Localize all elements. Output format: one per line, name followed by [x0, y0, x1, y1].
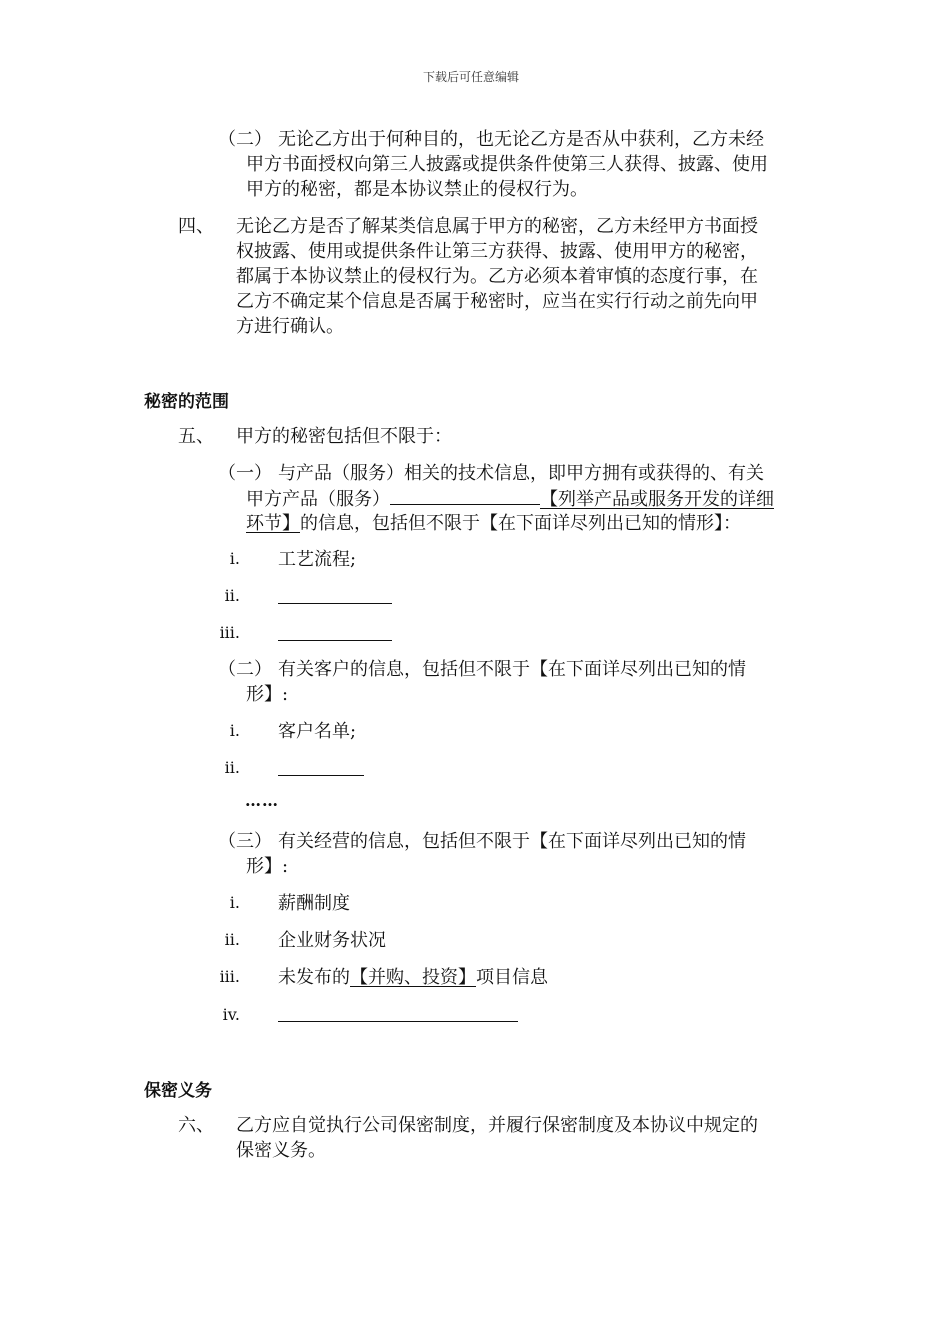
clause-2-2-line-3: 甲方的秘密，都是本协议禁止的侵权行为。	[246, 179, 588, 200]
section-heading-duty: 保密义务	[144, 1081, 212, 1101]
fill-in-blank[interactable]	[278, 622, 392, 641]
item-5-3-marker: （三）	[218, 831, 272, 852]
roman-numeral: i.	[229, 549, 240, 568]
clause-4-marker: 四、	[178, 216, 214, 237]
clause-2-2-line-2: 甲方书面授权向第三人披露或提供条件使第三人获得、披露、使用	[246, 154, 768, 175]
clause-6-line-1: 乙方应自觉执行公司保密制度，并履行保密制度及本协议中规定的	[236, 1115, 758, 1136]
clause-4-line-4: 乙方不确定某个信息是否属于秘密时，应当在实行行动之前先向甲	[236, 291, 758, 312]
item-5-1-line-2	[246, 486, 774, 512]
item-5-3-line-2: 形】:	[246, 856, 289, 877]
list-item-text: 企业财务状况	[278, 930, 386, 951]
fill-in-blank[interactable]	[278, 1003, 518, 1022]
clause-4-line-1: 无论乙方是否了解某类信息属于甲方的秘密，乙方未经甲方书面授	[236, 216, 758, 237]
bracket-placeholder: 【并购、投资】	[350, 967, 476, 988]
roman-numeral: iii.	[219, 967, 240, 986]
clause-5-text: 甲方的秘密包括但不限于：	[236, 426, 452, 447]
clause-5-marker: 五、	[178, 426, 214, 447]
fill-in-blank[interactable]	[278, 757, 364, 776]
clause-2-2-line-1: 无论乙方出于何种目的，也无论乙方是否从中获利，乙方未经	[278, 129, 764, 150]
item-5-1-line-2-prefix: 甲方产品（服务）	[246, 489, 390, 510]
clause-6-line-2: 保密义务。	[236, 1140, 326, 1161]
roman-numeral: iii.	[219, 623, 240, 642]
list-item-text: 工艺流程;	[278, 549, 357, 570]
item-5-1-marker: （一）	[218, 463, 272, 484]
roman-numeral: ii.	[224, 586, 240, 605]
item-5-1-line-3-suffix: 的信息，包括但不限于【在下面详尽列出已知的情形】：	[300, 513, 741, 534]
list-item-text: 薪酬制度	[278, 893, 350, 914]
item-5-1-bracket-placeholder: 【列举产品或服务开发的详细	[540, 489, 774, 510]
clause-6-marker: 六、	[178, 1115, 214, 1136]
item-5-2-line-1: 有关客户的信息，包括但不限于【在下面详尽列出已知的情	[278, 659, 746, 680]
clause-4-line-3: 都属于本协议禁止的侵权行为。乙方必须本着审慎的态度行事，在	[236, 266, 758, 287]
item-5-1-bracket-placeholder-end: 环节】	[246, 513, 300, 534]
item-5-3-line-1: 有关经营的信息，包括但不限于【在下面详尽列出已知的情	[278, 831, 746, 852]
list-item-text-prefix: 未发布的	[278, 967, 350, 988]
list-item-text	[278, 965, 548, 990]
list-item-text-suffix: 项目信息	[476, 967, 548, 988]
item-5-2-marker: （二）	[218, 659, 272, 680]
item-5-1-line-1: 与产品（服务）相关的技术信息，即甲方拥有或获得的、有关	[278, 463, 764, 484]
item-5-1-line-3	[246, 511, 741, 536]
clause-4-line-5: 方进行确认。	[236, 316, 344, 337]
page-header: 下载后可任意编辑	[423, 70, 520, 84]
roman-numeral: i.	[229, 893, 240, 912]
ellipsis: ……	[245, 791, 279, 810]
roman-numeral: i.	[229, 721, 240, 740]
list-item-text: 客户名单;	[278, 721, 357, 742]
section-heading-scope: 秘密的范围	[144, 392, 229, 412]
clause-4-line-2: 权披露、使用或提供条件让第三方获得、披露、使用甲方的秘密，	[236, 241, 758, 262]
fill-in-blank[interactable]	[390, 486, 540, 505]
item-5-2-line-2: 形】:	[246, 684, 289, 705]
fill-in-blank[interactable]	[278, 585, 392, 604]
roman-numeral: ii.	[224, 758, 240, 777]
roman-numeral: iv.	[222, 1005, 240, 1024]
roman-numeral: ii.	[224, 930, 240, 949]
clause-2-2-marker: （二）	[218, 129, 272, 150]
